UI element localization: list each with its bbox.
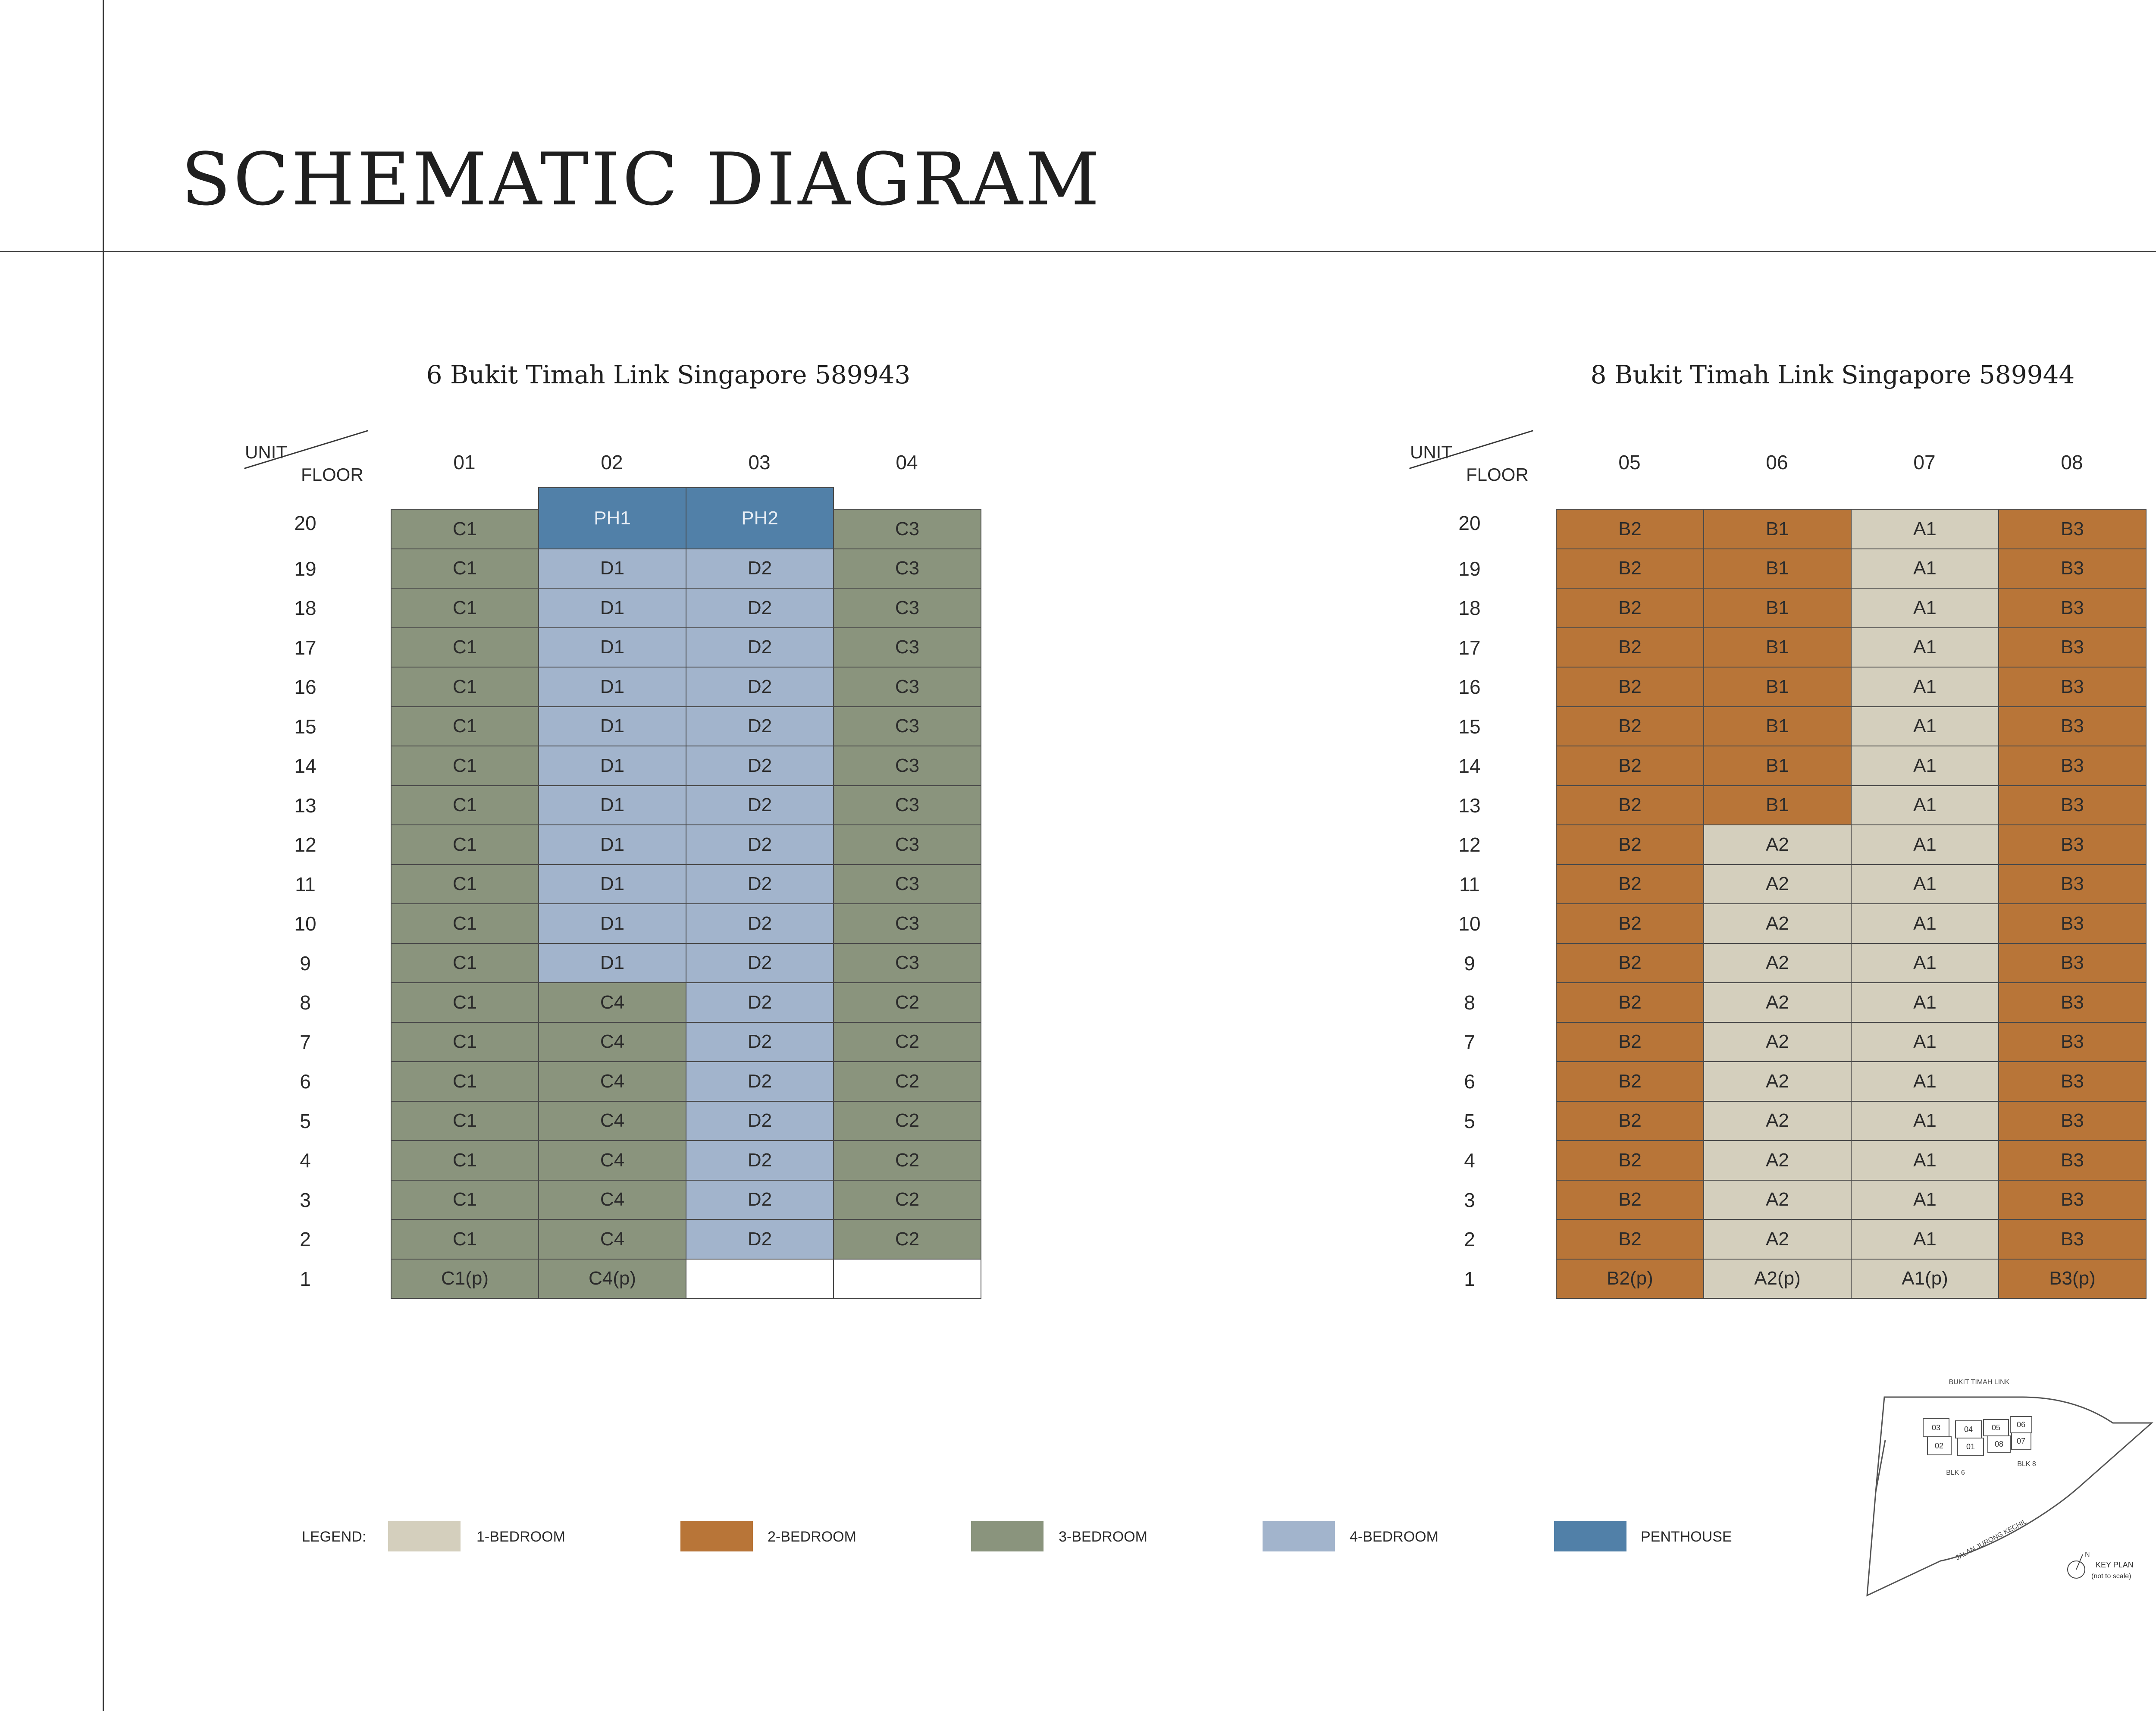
unit-cell: B3 [1998, 1101, 2147, 1141]
unit-cell: C1 [391, 982, 539, 1023]
unit-cell: A1 [1851, 627, 1999, 668]
unit-cell: C3 [833, 864, 981, 905]
unit-cell: B3 [1998, 1140, 2147, 1181]
unit-cell: B2 [1556, 824, 1704, 865]
unit-cell: A2 [1703, 1140, 1852, 1181]
unit-cell: A1(p) [1851, 1259, 1999, 1299]
unit-cell: A2 [1703, 824, 1852, 865]
legend-label-3-bedroom: 3-BEDROOM [1059, 1529, 1147, 1545]
floor-label: 7 [300, 1031, 311, 1053]
unit-cell: PH1 [538, 487, 686, 549]
floor-label: 4 [1464, 1149, 1475, 1172]
unit-cell: C1 [391, 746, 539, 786]
unit-cell: B2 [1556, 548, 1704, 589]
floor-label: 16 [1458, 676, 1481, 698]
floor-header-label: FLOOR [301, 464, 364, 485]
unit-cell: B2 [1556, 509, 1704, 549]
unit-cell: B2 [1556, 943, 1704, 984]
floor-label: 13 [294, 794, 317, 817]
unit-cell: D1 [538, 864, 686, 905]
unit-cell: C4 [538, 1061, 686, 1102]
unit-cell: D2 [686, 943, 834, 984]
unit-cell: B3 [1998, 1061, 2147, 1102]
unit-cell: A1 [1851, 864, 1999, 905]
floor-label: 20 [294, 512, 317, 534]
key-plan-title: KEY PLAN [2096, 1561, 2134, 1569]
unit-cell: C1 [391, 785, 539, 826]
key-plan-unit-08: 08 [1994, 1440, 2004, 1448]
unit-cell: B3 [1998, 667, 2147, 707]
legend-title: LEGEND: [302, 1529, 367, 1545]
north-arrow-icon [2068, 1554, 2085, 1578]
floor-label: 9 [300, 952, 311, 975]
unit-cell: B3 [1998, 824, 2147, 865]
unit-column-header: 03 [748, 451, 771, 473]
floor-label: 9 [1464, 952, 1475, 975]
unit-cell: C2 [833, 1101, 981, 1141]
unit-cell: C4 [538, 1101, 686, 1141]
unit-cell: B3 [1998, 943, 2147, 984]
floor-label: 17 [1458, 636, 1481, 659]
unit-cell: C4 [538, 982, 686, 1023]
floor-label: 20 [1458, 512, 1481, 534]
unit-cell: A2 [1703, 864, 1852, 905]
unit-cell: C2 [833, 1140, 981, 1181]
unit-cell: B1 [1703, 588, 1852, 628]
unit-cell: C1 [391, 667, 539, 707]
unit-cell: C3 [833, 667, 981, 707]
unit-cell: D2 [686, 864, 834, 905]
unit-cell: A1 [1851, 706, 1999, 747]
floor-label: 12 [294, 834, 317, 856]
unit-cell: B2 [1556, 1219, 1704, 1260]
legend-swatch-4-bedroom [1263, 1521, 1335, 1551]
floor-label: 16 [294, 676, 317, 698]
unit-cell: C3 [833, 706, 981, 747]
unit-cell: B2 [1556, 746, 1704, 786]
unit-cell: A1 [1851, 667, 1999, 707]
unit-cell: D2 [686, 667, 834, 707]
unit-cell: B1 [1703, 746, 1852, 786]
unit-header-label: UNIT [1410, 442, 1452, 462]
unit-cell: B1 [1703, 706, 1852, 747]
unit-cell: B3 [1998, 509, 2147, 549]
unit-cell: C3 [833, 903, 981, 944]
unit-cell: D2 [686, 627, 834, 668]
unit-cell: D1 [538, 706, 686, 747]
unit-cell: A1 [1851, 1061, 1999, 1102]
unit-cell: D2 [686, 706, 834, 747]
floor-label: 6 [300, 1070, 311, 1093]
floor-label: 14 [294, 755, 317, 777]
unit-cell: B1 [1703, 667, 1852, 707]
floor-label: 14 [1458, 755, 1481, 777]
unit-cell: D2 [686, 785, 834, 826]
unit-cell: C4(p) [538, 1259, 686, 1299]
unit-cell: C2 [833, 1022, 981, 1062]
unit-cell: B2 [1556, 1180, 1704, 1220]
unit-cell: C1 [391, 706, 539, 747]
floor-label: 4 [300, 1149, 311, 1172]
unit-column-header: 04 [896, 451, 918, 473]
legend-swatch-3-bedroom [971, 1521, 1044, 1551]
unit-cell: D1 [538, 785, 686, 826]
page-title: SCHEMATIC DIAGRAM [181, 137, 1102, 222]
unit-cell: A2 [1703, 1219, 1852, 1260]
unit-cell: D2 [686, 824, 834, 865]
unit-cell: D2 [686, 548, 834, 589]
key-plan-blk6: BLK 6 [1946, 1469, 1965, 1476]
unit-cell: D1 [538, 903, 686, 944]
legend-swatch-1-bedroom [388, 1521, 461, 1551]
unit-cell: B1 [1703, 627, 1852, 668]
floor-label: 6 [1464, 1070, 1475, 1093]
floor-label: 5 [300, 1109, 311, 1132]
unit-cell: A1 [1851, 1022, 1999, 1062]
unit-cell: A1 [1851, 1140, 1999, 1181]
unit-cell: A1 [1851, 785, 1999, 826]
floor-label: 11 [295, 873, 316, 896]
unit-column-header: 02 [601, 451, 623, 473]
unit-cell: B1 [1703, 785, 1852, 826]
unit-cell: B2 [1556, 1022, 1704, 1062]
floor-label: 19 [294, 557, 317, 580]
unit-cell: C3 [833, 943, 981, 984]
key-plan-unit-02: 02 [1934, 1442, 1944, 1450]
unit-cell: C3 [833, 548, 981, 589]
unit-cell: A1 [1851, 548, 1999, 589]
unit-cell: D1 [538, 824, 686, 865]
key-plan-unit-03: 03 [1931, 1423, 1941, 1432]
unit-cell: A2 [1703, 943, 1852, 984]
frame-left-line [103, 0, 104, 1711]
unit-cell: A2 [1703, 1061, 1852, 1102]
unit-cell: A2(p) [1703, 1259, 1852, 1299]
unit-cell: A1 [1851, 1101, 1999, 1141]
key-plan-road-bottom: JALAN JURONG KECHIL [1954, 1518, 2028, 1562]
unit-cell: C3 [833, 785, 981, 826]
unit-cell: C1 [391, 943, 539, 984]
unit-cell: B2 [1556, 1061, 1704, 1102]
key-plan-blk8: BLK 8 [2017, 1460, 2036, 1468]
unit-cell: A1 [1851, 943, 1999, 984]
header-divider [0, 251, 2156, 252]
floor-label: 18 [1458, 597, 1481, 619]
unit-column-header: 06 [1766, 451, 1788, 473]
floor-label: 15 [294, 715, 317, 738]
unit-cell: B1 [1703, 548, 1852, 589]
unit-cell: D2 [686, 588, 834, 628]
unit-cell: D1 [538, 548, 686, 589]
unit-cell: A2 [1703, 1101, 1852, 1141]
floor-label: 18 [294, 597, 317, 619]
floor-label: 1 [300, 1267, 311, 1290]
unit-cell: C1 [391, 1101, 539, 1141]
unit-cell: B3 [1998, 706, 2147, 747]
legend-swatch-2-bedroom [680, 1521, 753, 1551]
unit-cell: A1 [1851, 903, 1999, 944]
unit-cell: B3 [1998, 1219, 2147, 1260]
unit-cell: B2 [1556, 864, 1704, 905]
unit-cell: A1 [1851, 1219, 1999, 1260]
unit-cell: C1 [391, 1061, 539, 1102]
unit-floor-header [1406, 442, 1535, 498]
unit-cell: D1 [538, 943, 686, 984]
unit-cell: D1 [538, 746, 686, 786]
floor-label: 3 [300, 1188, 311, 1211]
unit-cell: D2 [686, 1101, 834, 1141]
unit-cell: B2 [1556, 903, 1704, 944]
unit-cell: A2 [1703, 1022, 1852, 1062]
unit-cell: B3 [1998, 864, 2147, 905]
unit-cell: C2 [833, 1061, 981, 1102]
floor-label: 1 [1464, 1267, 1475, 1290]
floor-label: 19 [1458, 557, 1481, 580]
unit-cell: B2 [1556, 706, 1704, 747]
key-plan-road-top: BUKIT TIMAH LINK [1949, 1379, 2010, 1386]
legend-label-penthouse: PENTHOUSE [1641, 1529, 1732, 1545]
unit-cell: A1 [1851, 746, 1999, 786]
unit-cell: C2 [833, 982, 981, 1023]
unit-floor-header [241, 442, 370, 498]
unit-cell: C1 [391, 509, 539, 549]
unit-cell: B2 [1556, 785, 1704, 826]
floor-label: 5 [1464, 1109, 1475, 1132]
floor-label: 3 [1464, 1188, 1475, 1211]
unit-cell: C2 [833, 1180, 981, 1220]
unit-cell: B2 [1556, 1101, 1704, 1141]
floor-label: 10 [294, 912, 317, 935]
unit-column-header: 01 [453, 451, 476, 473]
unit-cell: B2 [1556, 627, 1704, 668]
block-title: 6 Bukit Timah Link Singapore 589943 [426, 360, 911, 389]
unit-column-header: 05 [1618, 451, 1641, 473]
unit-cell: B1 [1703, 509, 1852, 549]
unit-cell: D1 [538, 627, 686, 668]
unit-column-header: 08 [2061, 451, 2083, 473]
unit-cell: C1 [391, 864, 539, 905]
floor-label: 11 [1459, 873, 1480, 896]
unit-cell: C1 [391, 824, 539, 865]
unit-cell: D1 [538, 667, 686, 707]
floor-label: 17 [294, 636, 317, 659]
unit-cell: B3 [1998, 588, 2147, 628]
floor-label: 13 [1458, 794, 1481, 817]
unit-cell: C1 [391, 627, 539, 668]
unit-cell: B3 [1998, 785, 2147, 826]
unit-cell: C1 [391, 1219, 539, 1260]
unit-cell: D2 [686, 1061, 834, 1102]
floor-label: 15 [1458, 715, 1481, 738]
unit-cell: B3 [1998, 746, 2147, 786]
key-plan-north: N [2085, 1551, 2090, 1558]
block-title: 8 Bukit Timah Link Singapore 589944 [1590, 360, 2075, 389]
unit-cell: C1 [391, 548, 539, 589]
unit-cell: C1 [391, 588, 539, 628]
legend-label-2-bedroom: 2-BEDROOM [768, 1529, 856, 1545]
unit-cell: C1 [391, 1022, 539, 1062]
key-plan-unit-07: 07 [2016, 1437, 2026, 1445]
unit-cell: B2 [1556, 667, 1704, 707]
floor-header-label: FLOOR [1466, 464, 1529, 485]
unit-cell [833, 1259, 981, 1299]
unit-cell: C1(p) [391, 1259, 539, 1299]
unit-cell: C1 [391, 1140, 539, 1181]
legend-label-4-bedroom: 4-BEDROOM [1350, 1529, 1438, 1545]
unit-cell: A2 [1703, 903, 1852, 944]
key-plan-map [1854, 1371, 2156, 1613]
unit-cell: D2 [686, 746, 834, 786]
unit-cell: B3 [1998, 1180, 2147, 1220]
unit-cell: C3 [833, 588, 981, 628]
unit-cell: C4 [538, 1180, 686, 1220]
unit-cell: B3 [1998, 903, 2147, 944]
unit-cell: B3 [1998, 548, 2147, 589]
unit-cell: D2 [686, 1219, 834, 1260]
unit-cell: C4 [538, 1140, 686, 1181]
unit-cell: A1 [1851, 824, 1999, 865]
unit-cell: PH2 [686, 487, 834, 549]
unit-cell: A1 [1851, 588, 1999, 628]
key-plan-unit-04: 04 [1964, 1425, 1973, 1434]
unit-cell: B2 [1556, 1140, 1704, 1181]
unit-cell: C3 [833, 627, 981, 668]
unit-cell: C3 [833, 824, 981, 865]
floor-label: 12 [1458, 834, 1481, 856]
unit-cell: A1 [1851, 509, 1999, 549]
unit-cell: A1 [1851, 1180, 1999, 1220]
key-plan-unit-05: 05 [1991, 1423, 2001, 1432]
unit-cell: B2 [1556, 588, 1704, 628]
unit-cell: C4 [538, 1022, 686, 1062]
key-plan-unit-06: 06 [2016, 1420, 2026, 1429]
unit-cell: C4 [538, 1219, 686, 1260]
unit-cell: C1 [391, 903, 539, 944]
unit-cell [686, 1259, 834, 1299]
unit-cell: A1 [1851, 982, 1999, 1023]
unit-cell: D2 [686, 982, 834, 1023]
unit-cell: B3 [1998, 1022, 2147, 1062]
unit-cell: A2 [1703, 1180, 1852, 1220]
unit-cell: D1 [538, 588, 686, 628]
unit-cell: D2 [686, 1022, 834, 1062]
unit-cell: B2 [1556, 982, 1704, 1023]
legend-swatch-penthouse [1554, 1521, 1626, 1551]
unit-cell: C1 [391, 1180, 539, 1220]
unit-cell: D2 [686, 1140, 834, 1181]
legend-label-1-bedroom: 1-BEDROOM [476, 1529, 565, 1545]
key-plan-subtitle: (not to scale) [2091, 1573, 2131, 1580]
unit-cell: B3(p) [1998, 1259, 2147, 1299]
unit-cell: A2 [1703, 982, 1852, 1023]
floor-label: 7 [1464, 1031, 1475, 1053]
unit-cell: C3 [833, 509, 981, 549]
unit-cell: C3 [833, 746, 981, 786]
unit-cell: B2(p) [1556, 1259, 1704, 1299]
key-plan-unit-01: 01 [1966, 1442, 1975, 1451]
floor-label: 2 [1464, 1228, 1475, 1250]
unit-cell: B3 [1998, 627, 2147, 668]
floor-label: 10 [1458, 912, 1481, 935]
floor-label: 8 [1464, 991, 1475, 1014]
unit-header-label: UNIT [245, 442, 287, 462]
unit-cell: D2 [686, 1180, 834, 1220]
unit-cell: B3 [1998, 982, 2147, 1023]
unit-cell: C2 [833, 1219, 981, 1260]
floor-label: 8 [300, 991, 311, 1014]
unit-column-header: 07 [1913, 451, 1936, 473]
unit-cell: D2 [686, 903, 834, 944]
floor-label: 2 [300, 1228, 311, 1250]
